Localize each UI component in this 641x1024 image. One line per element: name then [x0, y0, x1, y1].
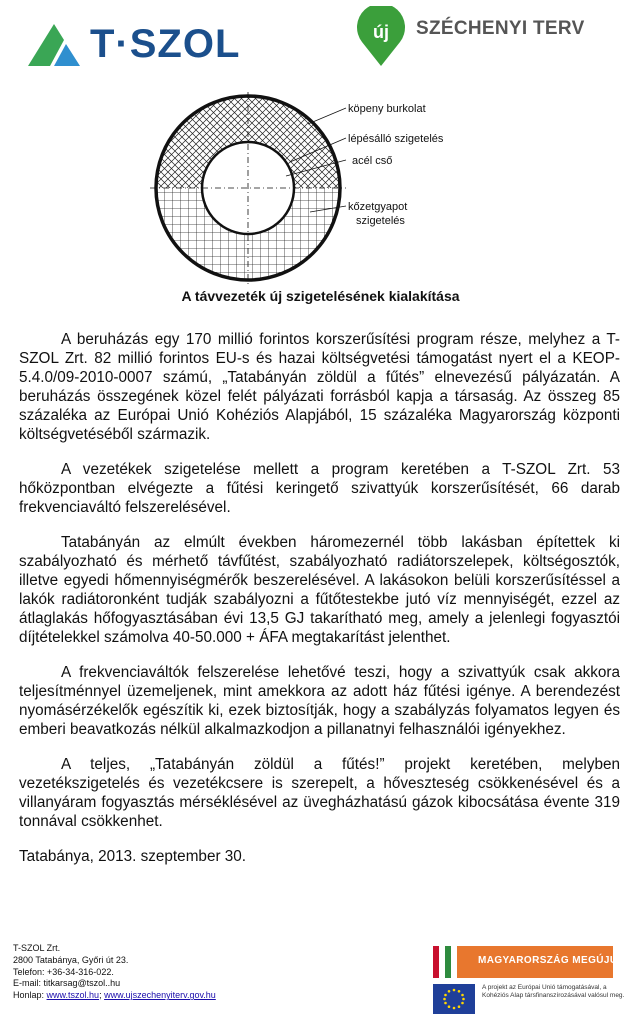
paragraph-1: A beruházás egy 170 millió forintos korszerűsítési program része, melyhez a T-SZOL Zrt. 82 millió forintos EU-s és hazai költségvetési támogatást nyert el a KEOP-5.4.0/09-2010-0007 számú, „Tatabányán zöldül a fűtés” elnevezésű pályázatán. A beruházás összegének közel felét pályázati forrásból kapja a társaság. Az összeg 85 százaléka az Európai Unió Kohéziós Alapjából, 15 százaléka Magyarország központi költségvetéséből származik.	[19, 331, 620, 443]
tszol-website-link[interactable]: www.tszol.hu	[46, 990, 100, 1001]
footer-phone: Telefon: +36-34-316-022.	[13, 966, 114, 977]
label-acel-cso: acél cső	[352, 155, 393, 167]
footer-address: 2800 Tatabánya, Győri út 23.	[13, 954, 129, 965]
diagram-caption: A távvezeték új szigetelésének kialakítása	[181, 288, 460, 304]
footer-contact	[13, 943, 216, 1002]
label-kozetgyapot: kőzetgyapot	[348, 201, 408, 213]
footer-web-prefix: Honlap:	[13, 990, 47, 1001]
paragraph-5: A teljes, „Tatabányán zöldül a fűtés!” projekt keretében, melyben vezetékszigetelés és vezetékcsere is szerepelt, a hőveszteség csökkenésével és a villanyáram fogyasztás mérséklésével az üvegházhatású gázok kibocsátása évente 319 tonnával csökkenhet.	[19, 756, 620, 830]
label-szigeteles: szigetelés	[356, 215, 405, 227]
banner-text: MAGYARORSZÁG MEGÚJUL	[478, 955, 624, 966]
szechenyi-pin-icon	[352, 6, 410, 68]
paragraph-4: A frekvenciaváltók felszerelése lehetővé teszi, hogy a szivattyúk csak akkora teljesítménnyel üzemeljenek, mint amekkora az adott ház fűtési igénye. A berendezést nyomásérzékelők egészítik ki, ezek biztosítják, hogy a szabályzás folyamatos legyen és emberi beavatkozás nélkül alkalmazkodjon a pillanatnyi felhasználói igényekhez.	[19, 664, 620, 738]
paragraph-3: Tatabányán az elmúlt években háromezernél több lakásban építettek ki szabályozható és mérhető távfűtést, szabályozható radiátorszelepek, költségosztók, illetve egyedi hőmennyiségmérők beszerelésével. A lakásokon belüli korszerűsítéssel a lakók radiátoronként tudják szabályozni a fűtőtestekbe jutó víz mennyiségét, ezzel az átlaglakás hőfogyasztásában évi 13,5 GJ takarítható meg, amely a jelenlegi fogyasztói díjtételekkel számolva 40-50.000 + ÁFA megtakarítást jelenthet.	[19, 534, 620, 646]
pipe-cross-section-diagram	[140, 88, 460, 298]
label-lepesallo: lépésálló szigetelés	[348, 133, 444, 145]
footer-email: E-mail: titkarsag@tszol..hu	[13, 978, 121, 989]
footer-link-separator: ;	[99, 990, 105, 1001]
tszol-logo-text: T·SZOL	[90, 22, 241, 66]
eu-funding-note: A projekt az Európai Unió támogatásával, a Kohéziós Alap társfinanszírozásával valósul meg.	[482, 984, 625, 999]
article-body	[19, 330, 620, 866]
szechenyi-badge-text: új	[373, 22, 389, 42]
label-kopeny: köpeny burkolat	[348, 103, 426, 115]
eu-flag-icon	[433, 984, 475, 1014]
footer-company: T-SZOL Zrt.	[13, 943, 61, 953]
footer-web	[13, 990, 216, 1002]
szechenyi-logo-text: SZÉCHENYI TERV	[416, 18, 585, 39]
date-line: Tatabánya, 2013. szeptember 30.	[19, 848, 247, 865]
paragraph-2: A vezetékek szigetelése mellett a program keretében a T-SZOL Zrt. 53 hőközpontban elvégezte a fűtési keringető szivattyúk korszerűsítését, 66 darab frekvenciaváltó felszerelésével.	[19, 461, 620, 516]
szechenyi-website-link[interactable]: www.ujszechenyiterv.gov.hu	[104, 990, 216, 1001]
